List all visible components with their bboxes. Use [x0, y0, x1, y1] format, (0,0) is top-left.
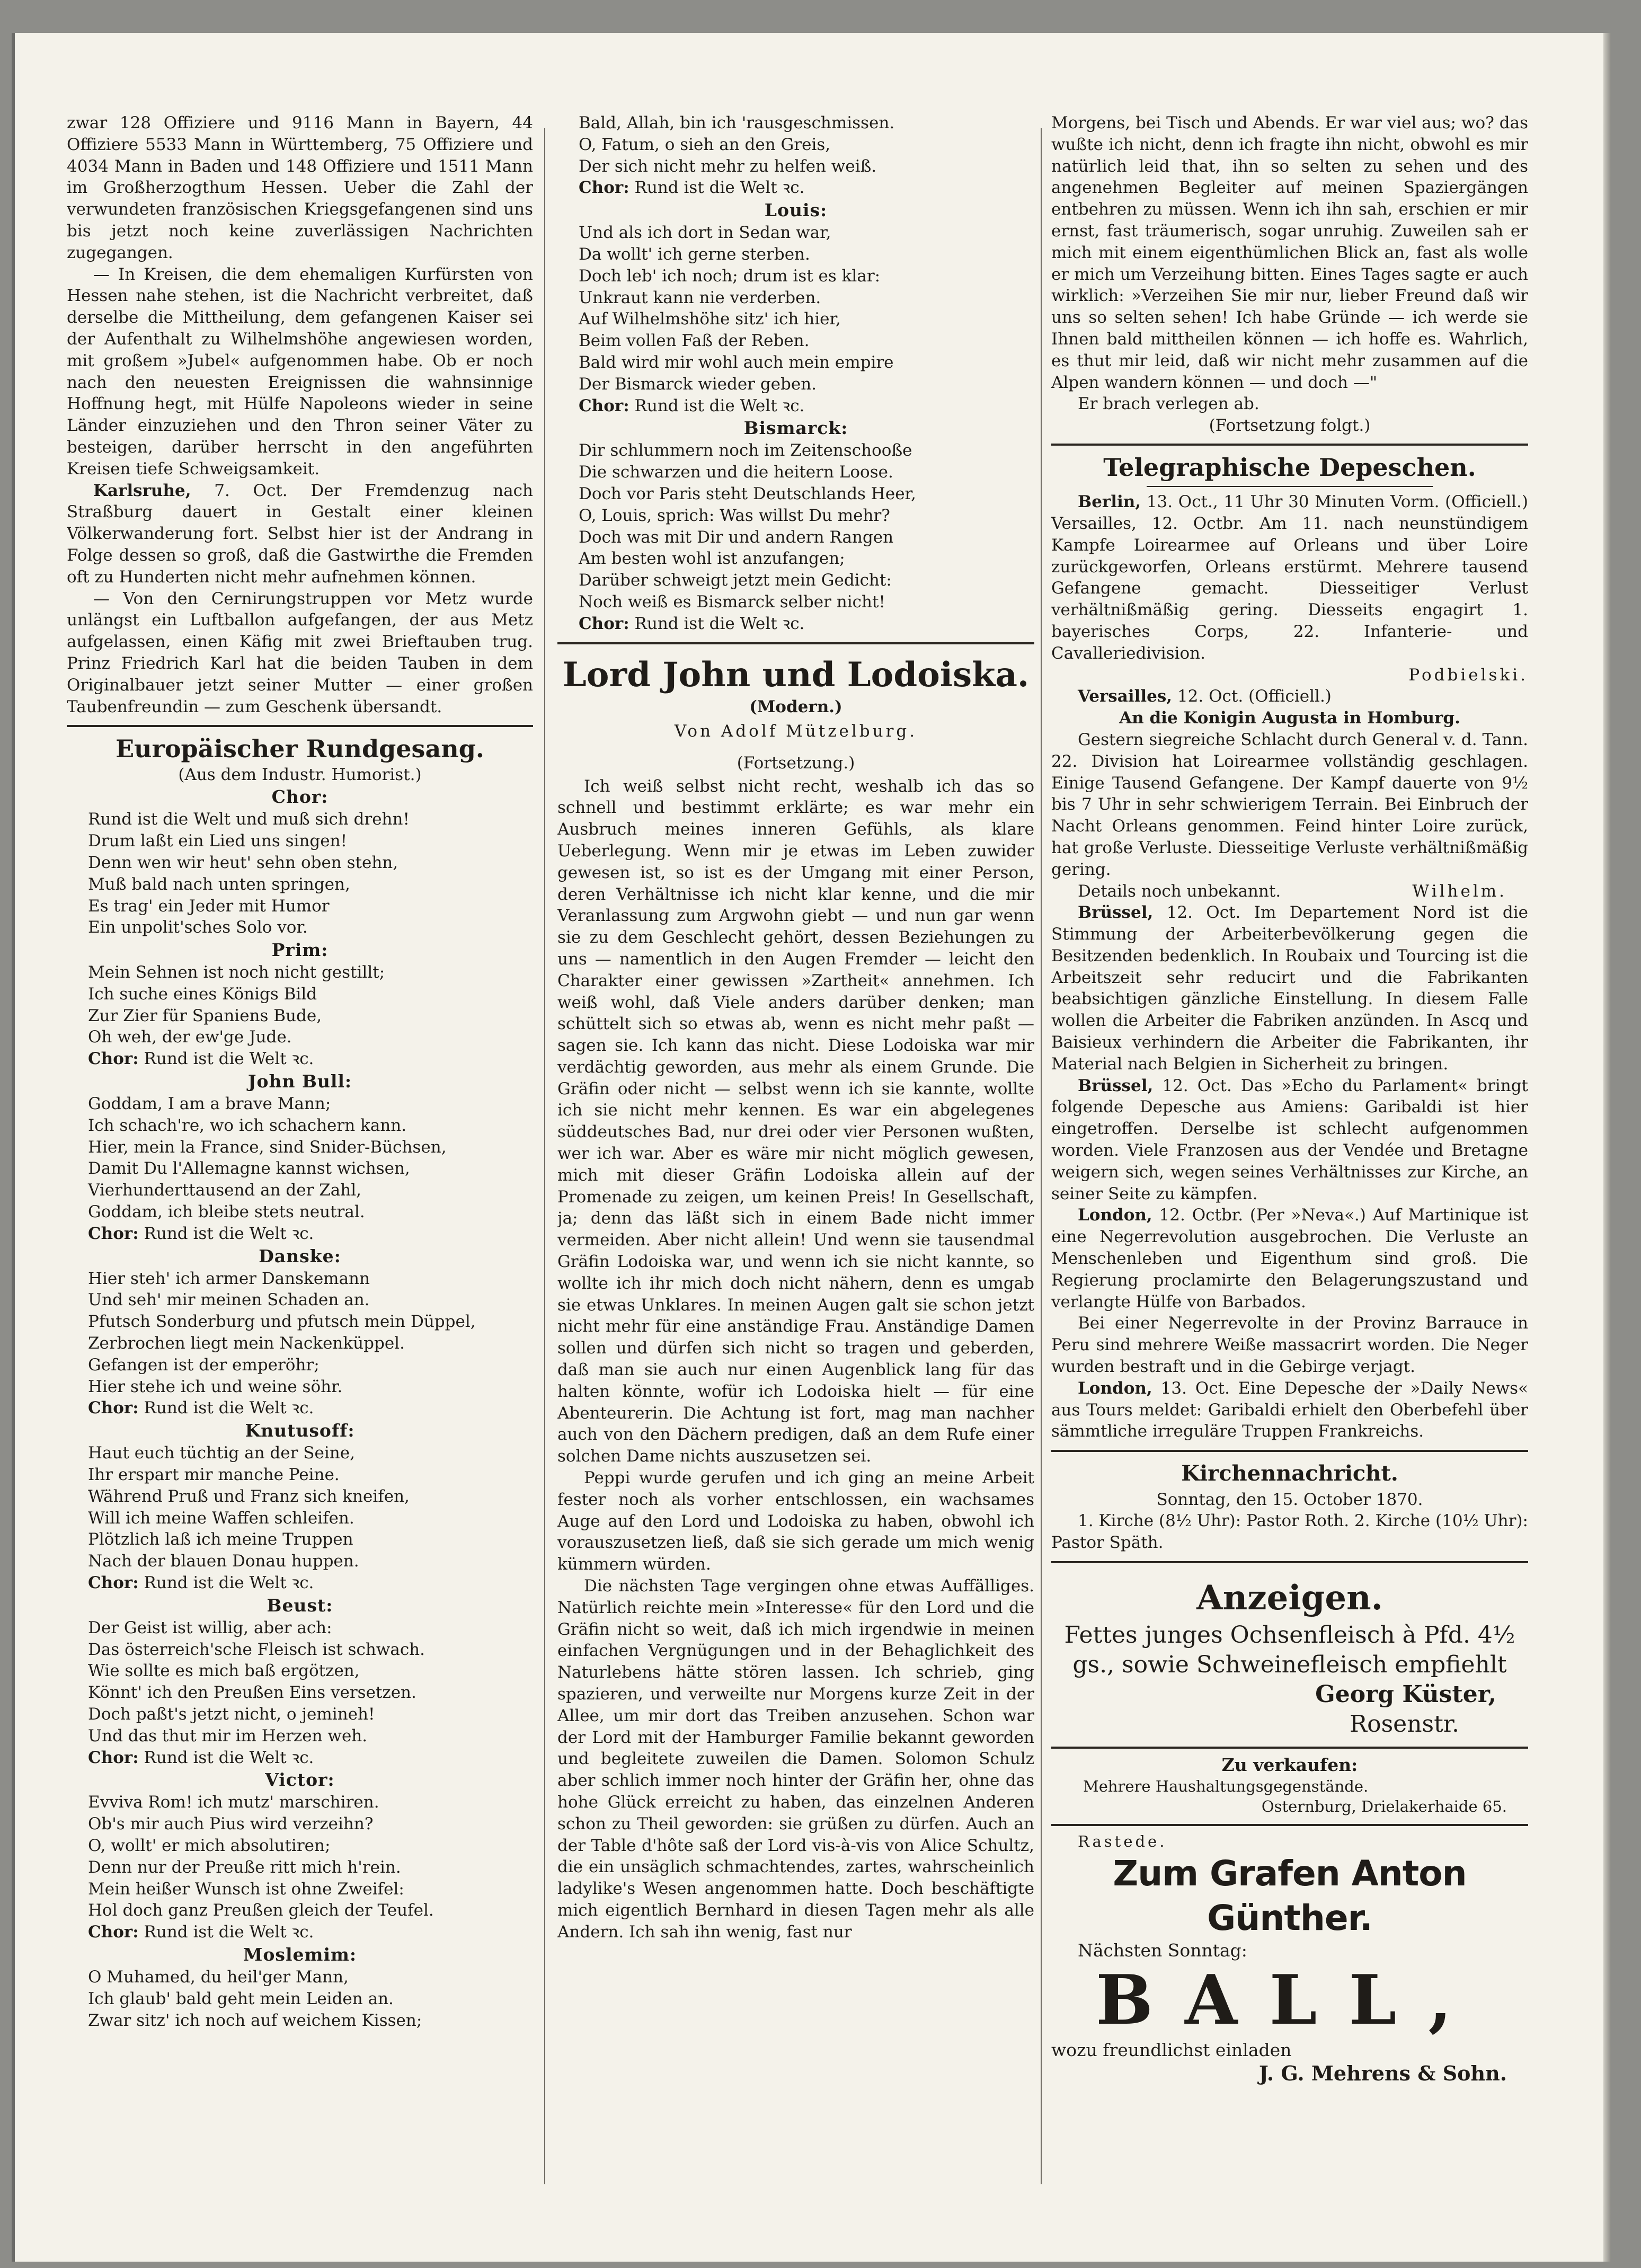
ad-ball-location: Rastede. [1078, 1832, 1167, 1850]
chorus-text: Rund ist die Welt ꝛc. [634, 396, 805, 415]
song-line: Denn wen wir heut' sehn oben stehn, [88, 853, 398, 872]
column-rule [1041, 128, 1042, 2184]
chorus-label: Chor: [88, 1923, 139, 1942]
telegram-text: 12. Oct. Im Departement Nord ist die Stimmung der Arbeiterbevölkerung gegen die Besitzenden bedenklich. In Roubaix und Tourcing ist die Arbeitszeit sehr reducirt und die Fabrikanten beabsichtigen gänzliche Einstellung. In diesem Falle wollen die Arbeiter die Fabriken anzünden. In Ascq und Baisieux verhindern die Arbeiter die Fabrikanten, ihr Material nach Belgien in Sicherheit zu bringen. [1051, 903, 1528, 1074]
article-kurfuersten: — In Kreisen, die dem ehemaligen Kurfürsten von Hessen nahe stehen, ist die Nachricht verbreitet, daß derselbe die Mittheilung, dem gefangenen Kaiser sei der Aufenthalt zu Wilhelmshöhe angewiesen worden, mit großem »Jubel« aufgenommen habe. Ob er noch nach den neuesten Ereignissen die wahnsinnige Hoffnung hegt, mit Hülfe Napoleons wieder in seine Länder einzuziehen und den Thron seiner Väter zu besteigen, darüber herrscht in den angeführten Kreisen tiefe Schweigsamkeit. [67, 264, 533, 479]
song-title: Europäischer Rundgesang. [116, 734, 484, 764]
dateline-place: Berlin, [1078, 492, 1141, 512]
song-chorus-line [67, 1747, 533, 1769]
song-line: Wie sollte es mich baß ergötzen, [88, 1661, 360, 1681]
song-line: Doch vor Paris steht Deutschlands Heer, [579, 484, 916, 503]
church-text: 1. Kirche (8½ Uhr): Pastor Roth. 2. Kirche (10½ Uhr): Pastor Späth. [1051, 1511, 1528, 1553]
song-chorus-line [557, 177, 1034, 199]
song-verse [67, 1442, 533, 1572]
song-line: O, Fatum, o sieh an den Greis, [579, 135, 831, 154]
song-line: Auf Wilhelmshöhe sitz' ich hier, [579, 309, 841, 329]
song-verse [67, 962, 533, 1048]
song-line: Vierhunderttausend an der Zahl, [88, 1181, 362, 1200]
song-line: Es trag' ein Jeder mit Humor [88, 896, 330, 916]
song-line: Unkraut kann nie verderben. [579, 288, 821, 307]
telegram-signature: Wilhelm. [1412, 881, 1507, 901]
story-to-be-continued: (Fortsetzung folgt.) [1209, 416, 1371, 436]
telegram-signature: Podbielski. [1408, 665, 1528, 685]
divider [1147, 486, 1433, 487]
song-chorus-line [67, 1223, 533, 1245]
column-2 [557, 112, 1034, 1943]
song-verse [557, 440, 1034, 613]
song-line: Ein unpolit'sches Solo vor. [88, 918, 308, 937]
story-continued: Morgens, bei Tisch und Abends. Er war viel aus; wo? das wußte ich nicht, denn ich fragte ihn nicht, obwohl es mir natürlich leid that, ihn so selten zu sehen und des angenehmen Begleiter auf meinen Spaziergängen entbehren zu müssen. Wenn ich ihn sah, erschien er mir ernst, fast träumerisch, sogar unruhig. Zuweilen sah er mich mit einem eigenthümlichen Blick an, fast als wolle er mich um Verzeihung bitten. Eines Tages sagte er auch wirklich: »Verzeihen Sie mir nur, lieber Freund daß wir uns so selten sehen! Ich habe Gründe — ich werde sie Ihnen bald mittheilen können — ich hoffe es. Wahrlich, es thut mir leid, daß wir nicht mehr zusammen auf die Alpen wandern können — und doch —" [1051, 113, 1528, 392]
song-line: Drum laßt ein Lied uns singen! [88, 831, 348, 851]
song-verse [67, 1093, 533, 1223]
song-verse [67, 1966, 533, 2031]
chorus-label: Chor: [88, 1573, 139, 1593]
song-line: Doch was mit Dir und andern Rangen [579, 527, 894, 547]
ad-meat-text: Fettes junges Ochsenfleisch à Pfd. 4½ gs., sowie Schweinefleisch empfiehlt [1064, 1621, 1515, 1678]
telegram-text: 12. Oct. (Officiell.) [1172, 687, 1332, 706]
article-text: 7. Oct. Der Fremdenzug nach Straßburg dauert in Gestalt einer kleinen Völkerwanderung fort. Selbst hier ist der Andrang in Folge dessen so groß, daß die Gastwirthe die Fremden oft zu Hunderten nicht mehr aufnehmen können. [67, 481, 533, 587]
telegram-versailles [1051, 686, 1528, 707]
article-prisoners: zwar 128 Offiziere und 9116 Mann in Bayern, 44 Offiziere 5533 Mann in Württemberg, 75 Offiziere und 4034 Mann in Baden und 148 Offiziere und 1511 Mann im Großherzogthum Hessen. Ueber die Zahl der verwundeten französischen Kriegsgefangenen sind uns bis jetzt noch keine zuverlässigen Nachrichten zugegangen. [67, 113, 533, 262]
telegram-addressee: An die Konigin Augusta in Homburg. [1119, 708, 1460, 728]
song-speaker: Louis: [764, 200, 828, 221]
song-line: O, wollt' er mich absolutiren; [88, 1836, 331, 1855]
chorus-label: Chor: [88, 1398, 139, 1418]
divider [1051, 1824, 1528, 1826]
song-line: Am besten wohl ist anzufangen; [579, 549, 845, 569]
song-line: Pfutsch Sonderburg und pfutsch mein Düppel, [88, 1312, 476, 1332]
chorus-label: Chor: [579, 614, 629, 633]
chorus-label: Chor: [579, 178, 629, 198]
song-line: Zwar sitz' ich noch auf weichem Kissen; [88, 2010, 422, 2030]
song-line: Doch paßt's jetzt nicht, o jemineh! [88, 1705, 375, 1724]
song-verse [557, 112, 1034, 177]
song-speaker: Danske: [259, 1245, 341, 1266]
song-line: Ich suche eines Königs Bild [88, 984, 317, 1004]
song-line: Oh weh, der ew'ge Jude. [88, 1027, 292, 1047]
article-metz: — Von den Cernirungstruppen vor Metz wurde unlängst ein Luftballon aufgefangen, der aus Metz aufgelassen, einen Käfig mit zwei Brieftauben trug. Prinz Friedrich Karl hat die beiden Tauben in dem Originalbauer jetzt seiner Mutter — einer großen Taubenfreundin — zum Geschenk übersandt. [67, 589, 533, 716]
song-line: Rund ist die Welt und muß sich drehn! [88, 810, 410, 829]
song-stanzas [67, 785, 533, 2031]
song-line: Muß bald nach unten springen, [88, 874, 350, 894]
song-line: Der Bismarck wieder geben. [579, 374, 817, 394]
article-karlsruhe [67, 480, 533, 588]
song-line: Die schwarzen und die heitern Loose. [579, 463, 893, 482]
divider [557, 642, 1034, 644]
ads-heading: Anzeigen. [1196, 1578, 1383, 1618]
song-line: Dir schlummern noch im Zeitenschooße [579, 441, 912, 460]
song-line: Goddam, ich bleibe stets neutral. [88, 1202, 365, 1222]
song-line: Ob's mir auch Pius wird verzeihn? [88, 1814, 374, 1834]
telegram-berlin [1051, 491, 1528, 664]
song-speaker: Victor: [265, 1769, 335, 1791]
song-speaker: Knutusoff: [245, 1420, 355, 1441]
telegram-text: 12. Octbr. (Per »Neva«.) Auf Martinique ist eine Negerrevolution ausgebrochen. Die Verluste an Menschenleben und Eigenthum sind groß. Die Regierung proclamirte den Belagerungszustand und verlangte Hülfe von Barbados. [1051, 1206, 1528, 1312]
telegram-london-1 [1051, 1204, 1528, 1313]
song-speaker: John Bull: [247, 1071, 352, 1092]
divider [1051, 1561, 1528, 1563]
song-chorus-line [557, 395, 1034, 417]
song-line: Und als ich dort in Sedan war, [579, 223, 831, 243]
song-line: Beim vollen Faß der Reben. [579, 331, 810, 351]
story-end: Er brach verlegen ab. [1078, 394, 1259, 414]
song-speaker: Chor: [271, 786, 329, 808]
story-continuation: (Fortsetzung.) [737, 753, 855, 773]
story-subtitle: (Modern.) [749, 697, 842, 716]
song-speaker: Moslemim: [243, 1944, 357, 1965]
song-line: Der sich nicht mehr zu helfen weiß. [579, 156, 877, 176]
song-speaker: Bismarck: [743, 418, 848, 439]
song-line: Mein Sehnen ist noch nicht gestillt; [88, 963, 385, 982]
song-line: Goddam, I am a brave Mann; [88, 1094, 331, 1114]
column-1 [67, 112, 533, 2031]
ad-ball-invite: wozu freundlichst einladen [1051, 2039, 1292, 2060]
song-line: Damit Du l'Allemagne kannst wichsen, [88, 1159, 410, 1179]
ad-sale-heading: Zu verkaufen: [1221, 1754, 1358, 1775]
ad-ball-venue: Zum Grafen Anton Günther. [1113, 1853, 1467, 1938]
telegram-heading: Telegraphische Depeschen. [1103, 453, 1476, 482]
ad-meat-advertiser: Georg Küster, [1315, 1680, 1496, 1708]
song-line: Da wollt' ich gerne sterben. [579, 244, 810, 264]
ad-meat-street: Rosenstr. [1349, 1710, 1459, 1738]
story-author: Von Adolf Mützelburg. [674, 721, 918, 741]
telegram-text: Gestern siegreiche Schlacht durch General v. d. Tann. 22. Division hat Loirearmee vollständig geschlagen. Einige Tausend Gefangene. Der Kampf dauerte von 9½ bis 7 Uhr in sehr schwierigem Terrain. Bei Einbruch der Nacht Orleans genommen. Feind hinter Loire zurück, hat große Verluste. Diesseitige Verluste verhältnißmäßig gering. [1051, 730, 1528, 879]
song-line: Hol doch ganz Preußen gleich der Teufel. [88, 1901, 434, 1920]
song-verse [67, 1268, 533, 1398]
ad-sale-text: Mehrere Haushaltungsgegenstände. [1083, 1777, 1369, 1795]
song-line: Hier stehe ich und weine söhr. [88, 1377, 343, 1396]
dateline-place: Brüssel, [1078, 1076, 1154, 1095]
song-line: Und seh' mir meinen Schaden an. [88, 1290, 370, 1310]
dateline-place: Versailles, [1078, 687, 1173, 706]
song-line: Ich schach're, wo ich schachern kann. [88, 1115, 407, 1135]
chorus-label: Chor: [88, 1748, 139, 1767]
song-chorus-line [557, 613, 1034, 635]
song-line: Hier steh' ich armer Danskemann [88, 1269, 370, 1288]
church-date: Sonntag, den 15. October 1870. [1156, 1490, 1423, 1510]
church-heading: Kirchennachricht. [1181, 1461, 1398, 1486]
song-verse [67, 1617, 533, 1747]
song-line: Nach der blauen Donau huppen. [88, 1552, 359, 1571]
song-chorus-line [67, 1397, 533, 1419]
divider [1051, 444, 1528, 446]
details-text: Details noch unbekannt. [1078, 881, 1281, 901]
telegram-text: 12. Oct. Das »Echo du Parlament« bringt folgende Depesche aus Amiens: Garibaldi ist hier eingetroffen. Derselbe ist schlecht aufgenommen worden. Viele Franzosen aus der Vendée und Bretagne weigern sich, wegen seines Verhältnisses zur Kirche, an seiner Seite zu kämpfen. [1051, 1076, 1528, 1203]
song-line: Das österreich'sche Fleisch ist schwach. [88, 1640, 425, 1659]
song-chorus-line [67, 1572, 533, 1594]
column-rule [544, 128, 545, 2184]
telegram-details [1051, 881, 1528, 902]
song-verse [557, 222, 1034, 395]
song-line: Haut euch tüchtig an der Seine, [88, 1443, 355, 1463]
dateline-place: London, [1078, 1378, 1152, 1398]
song-line: Der Geist ist willig, aber ach: [88, 1618, 332, 1637]
chorus-text: Rund ist die Welt ꝛc. [144, 1049, 314, 1069]
song-line: Darüber schweigt jetzt mein Gedicht: [579, 571, 892, 590]
story-paragraph: Die nächsten Tage vergingen ohne etwas Auffälliges. Natürlich reichte mein »Interesse« für den Lord und die Gräfin nicht so weit, daß ich mich irgendwie in meinen einfachen Vergnügungen und in der Behaglichkeit des Naturlebens hätte stören lassen. Ich schrieb, ging spazieren, und verweilte nur Morgens kurze Zeit in der Allee, um mir dort das Treiben anzusehen. Schon war der Lord mit der Hamburger Familie bekannt geworden und begleitete zuweilen die Damen. Solomon Schulz aber schlich immer noch hinter der Gräfin her, ohne das hohe Glück erreicht zu haben, das einzelnen Anderen schon zu Theil geworden: sie grüßen zu dürfen. Auch an der Table d'hôte saß der Lord vis-à-vis von Alice Schultz, die ein unsäglich schmachtendes, zartes, wahrscheinlich ladylike's Wesen angenommen hatte. Doch beschäftigte mich eigentlich Bernhard in diesen Tagen mehr als alle Andern. Ich sah ihn wenig, fast nur [557, 1576, 1034, 1942]
song-line: Plötzlich laß ich meine Truppen [88, 1530, 353, 1549]
chorus-text: Rund ist die Welt ꝛc. [144, 1748, 314, 1767]
song-line: Mein heißer Wunsch ist ohne Zweifel: [88, 1879, 404, 1899]
chorus-label: Chor: [88, 1049, 139, 1069]
telegram-bruessel-2 [1051, 1075, 1528, 1205]
song-verse [67, 1792, 533, 1921]
story-paragraph: Ich weiß selbst nicht recht, weshalb ich das so schnell und bestimmt erklärte; es war mehr ein Ausbruch meines inneren Gefühls, als klare Ueberlegung. Wenn mir je etwas im Leben zuwider gewesen ist, so ist es der Umgang mit einer Person, deren Verhältnisse ich nicht klar kenne, und die mir Veranlassung zum Argwohn giebt — und nun gar wenn sie zu dem Geschlecht gehört, dessen Beziehungen zu uns — namentlich in den Augen Fremder — leicht den Charakter einer gewissen »Zartheit« annehmen. Ich weiß wohl, daß Viele anders darüber denken; man schüttelt sich so etwas ab, wenn es nicht mehr paßt — sagen sie. Ich kann das nicht. Diese Lodoiska war mir verdächtig geworden, aus mehr als einem Grunde. Die Gräfin oder nicht — selbst wenn ich sie kannte, wollte ich sie nicht mehr kennen. Es war ein abgelegenes süddeutsches Bad, nur drei oder vier Personen wußten, wer ich war. Aber es wäre mir nicht möglich gewesen, mich mit dieser Gräfin Lodoiska allein auf der Promenade zu zeigen, um keinen Preis! In Gesellschaft, ja; denn das läßt sich in einem Bade nicht immer vermeiden. Aber nicht allein! Und wenn sie tausendmal Gräfin Lodoiska war, und wenn ich sie nicht kannte, so wollte ich ihr mich doch nicht nähern, denn es umgab sie etwas Unklares. In meinen Augen galt sie schon jetzt nicht mehr für eine anständige Frau. Anständige Damen sollen und dürfen sich nicht so tragen und geberden, daß man sie auch nur einen Augenblick lang für das halten könnte, wofür ich Lodoiska hielt — für eine Abenteurerin. Die Achtung ist fort, mag man nachher auch von den Dächern predigen, daß an dem Rufe einer solchen Dame nichts auszusetzen sei. [557, 776, 1034, 1466]
song-line: Gefangen ist der emperöhr; [88, 1355, 320, 1375]
chorus-label: Chor: [579, 396, 629, 415]
telegram-london-2 [1051, 1378, 1528, 1442]
song-stanzas-continued [557, 112, 1034, 635]
song-line: Ich glaub' bald geht mein Leiden an. [88, 1989, 394, 2008]
chorus-text: Rund ist die Welt ꝛc. [634, 614, 805, 633]
telegram-bruessel-1 [1051, 902, 1528, 1075]
ad-ball-host: J. G. Mehrens & Sohn. [1258, 2061, 1507, 2085]
song-line: O, Louis, sprich: Was willst Du mehr? [579, 506, 890, 525]
telegram-negro-revolt: Bei einer Negerrevolte in der Provinz Barrauce in Peru sind mehrere Weiße massacrirt worden. Die Neger wurden bestraft und in die Gebirge verjagt. [1051, 1314, 1528, 1377]
song-line: Evviva Rom! ich mutz' marschiren. [88, 1793, 379, 1812]
story-title: Lord John und Lodoiska. [562, 654, 1030, 695]
chorus-text: Rund ist die Welt ꝛc. [144, 1224, 314, 1243]
song-chorus-line [67, 1921, 533, 1943]
song-line: Will ich meine Waffen schleifen. [88, 1508, 354, 1528]
chorus-text: Rund ist die Welt ꝛc. [144, 1398, 314, 1418]
song-line: Ihr erspart mir manche Peine. [88, 1465, 340, 1485]
column-3 [1051, 112, 1528, 2087]
dateline-place: London, [1078, 1206, 1152, 1225]
dateline-place: Karlsruhe, [93, 481, 191, 500]
newspaper-page [12, 33, 1611, 2262]
song-chorus-line [67, 1048, 533, 1070]
song-line: Könnt' ich den Preußen Eins versetzen. [88, 1683, 416, 1703]
song-line: Denn nur der Preuße ritt mich h'rein. [88, 1857, 401, 1877]
ad-ball-title: BALL, [1095, 1960, 1484, 2040]
telegram-text: 13. Oct. Eine Depesche der »Daily News« aus Tours meldet: Garibaldi erhielt den Oberbefehl über sämmtliche irreguläre Truppen Frankreichs. [1051, 1378, 1528, 1441]
song-speaker: Beust: [267, 1594, 333, 1616]
song-line: Und das thut mir im Herzen weh. [88, 1726, 368, 1746]
story-paragraph: Peppi wurde gerufen und ich ging an meine Arbeit fester noch als vorher entschlossen, ein wachsames Auge auf den Lord und Lodoiska zu haben, obwohl ich vorauszusetzen ließ, daß sie sich gerade um mich wenig kümmern würden. [557, 1468, 1034, 1574]
divider [67, 725, 533, 727]
song-verse [67, 809, 533, 938]
song-line: Noch weiß es Bismarck selber nicht! [579, 592, 885, 612]
chorus-text: Rund ist die Welt ꝛc. [144, 1923, 314, 1942]
song-source: (Aus dem Industr. Humorist.) [178, 765, 422, 785]
song-line: O Muhamed, du heil'ger Mann, [88, 1967, 349, 1987]
divider [1051, 1450, 1528, 1452]
song-line: Zur Zier für Spaniens Bude, [88, 1006, 322, 1025]
chorus-label: Chor: [88, 1224, 139, 1243]
song-line: Bald wird mir wohl auch mein empire [579, 352, 894, 372]
song-line: Bald, Allah, bin ich 'rausgeschmissen. [579, 113, 895, 132]
song-line: Doch leb' ich noch; drum ist es klar: [579, 266, 881, 286]
divider [1051, 1747, 1528, 1749]
song-line: Während Pruß und Franz sich kneifen, [88, 1486, 410, 1506]
telegram-text: 13. Oct., 11 Uhr 30 Minuten Vorm. (Officiell.) Versailles, 12. Octbr. Am 11. nach neunstündigem Kampfe Loirearmee auf Orleans und über Loire zurückgeworfen, Orleans erstürmt. Mehrere tausend Gefangene gemacht. Diesseitiger Verlust verhältnißmäßig gering. Diesseits engagirt 1. bayerisches Corps, 22. Infanterie- und Cavalleriedivision. [1051, 492, 1528, 663]
song-line: Hier, mein la France, sind Snider-Büchsen, [88, 1137, 447, 1157]
song-line: Zerbrochen liegt mein Nackenküppel. [88, 1334, 405, 1353]
ad-ball-date: Nächsten Sonntag: [1078, 1939, 1247, 1961]
dateline-place: Brüssel, [1078, 903, 1154, 923]
song-speaker: Prim: [271, 940, 329, 961]
chorus-text: Rund ist die Welt ꝛc. [634, 178, 805, 198]
chorus-text: Rund ist die Welt ꝛc. [144, 1573, 314, 1593]
ad-sale-address: Osternburg, Drielakerhaide 65. [1261, 1797, 1507, 1815]
